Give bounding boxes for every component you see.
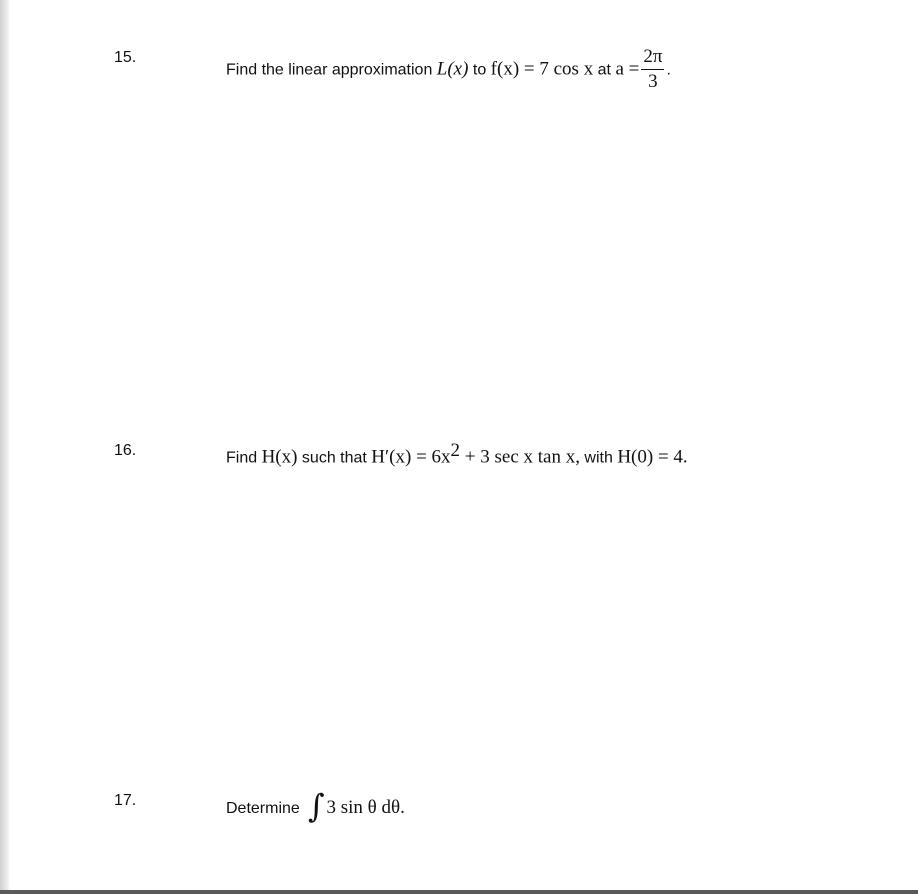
text-with: with: [579, 449, 618, 467]
math-derivative-rhs: + 3 sec x tan x,: [460, 446, 580, 468]
problem-text: [226, 441, 688, 468]
fraction-denominator: 3: [648, 71, 658, 92]
math-f-expression: f(x) = 7 cos x: [490, 58, 594, 80]
text-such-that: such that: [297, 449, 372, 467]
text-determine: Determine: [226, 800, 300, 818]
problem-number: 15.: [114, 49, 137, 66]
math-initial-condition: H(0) = 4.: [617, 446, 688, 468]
text-to: to: [468, 61, 491, 79]
math-integrand: 3 sin θ dθ.: [326, 797, 405, 819]
math-H-of-x: H(x): [261, 446, 298, 468]
text-period: .: [666, 61, 671, 79]
math-fraction: [641, 47, 664, 92]
problem-text: [226, 48, 671, 93]
problem-number: 17.: [114, 792, 137, 809]
text-at: at: [593, 61, 616, 79]
math-a-equals: a =: [615, 58, 640, 80]
problem-number: 16.: [114, 442, 137, 459]
fraction-numerator: 2π: [643, 46, 663, 67]
math-L-of-x: L(x): [436, 58, 469, 80]
math-exponent: 2: [450, 440, 461, 461]
problem-text: [226, 787, 405, 827]
fraction-bar: [641, 69, 664, 70]
page-left-edge: [0, 0, 9, 894]
integral-sign-icon: ∫: [307, 787, 325, 825]
page-bottom-edge: [0, 890, 918, 894]
text-prefix: Find the linear approximation: [226, 61, 437, 79]
text-find: Find: [226, 449, 262, 467]
math-derivative-lhs: H′(x) = 6x: [371, 446, 451, 468]
